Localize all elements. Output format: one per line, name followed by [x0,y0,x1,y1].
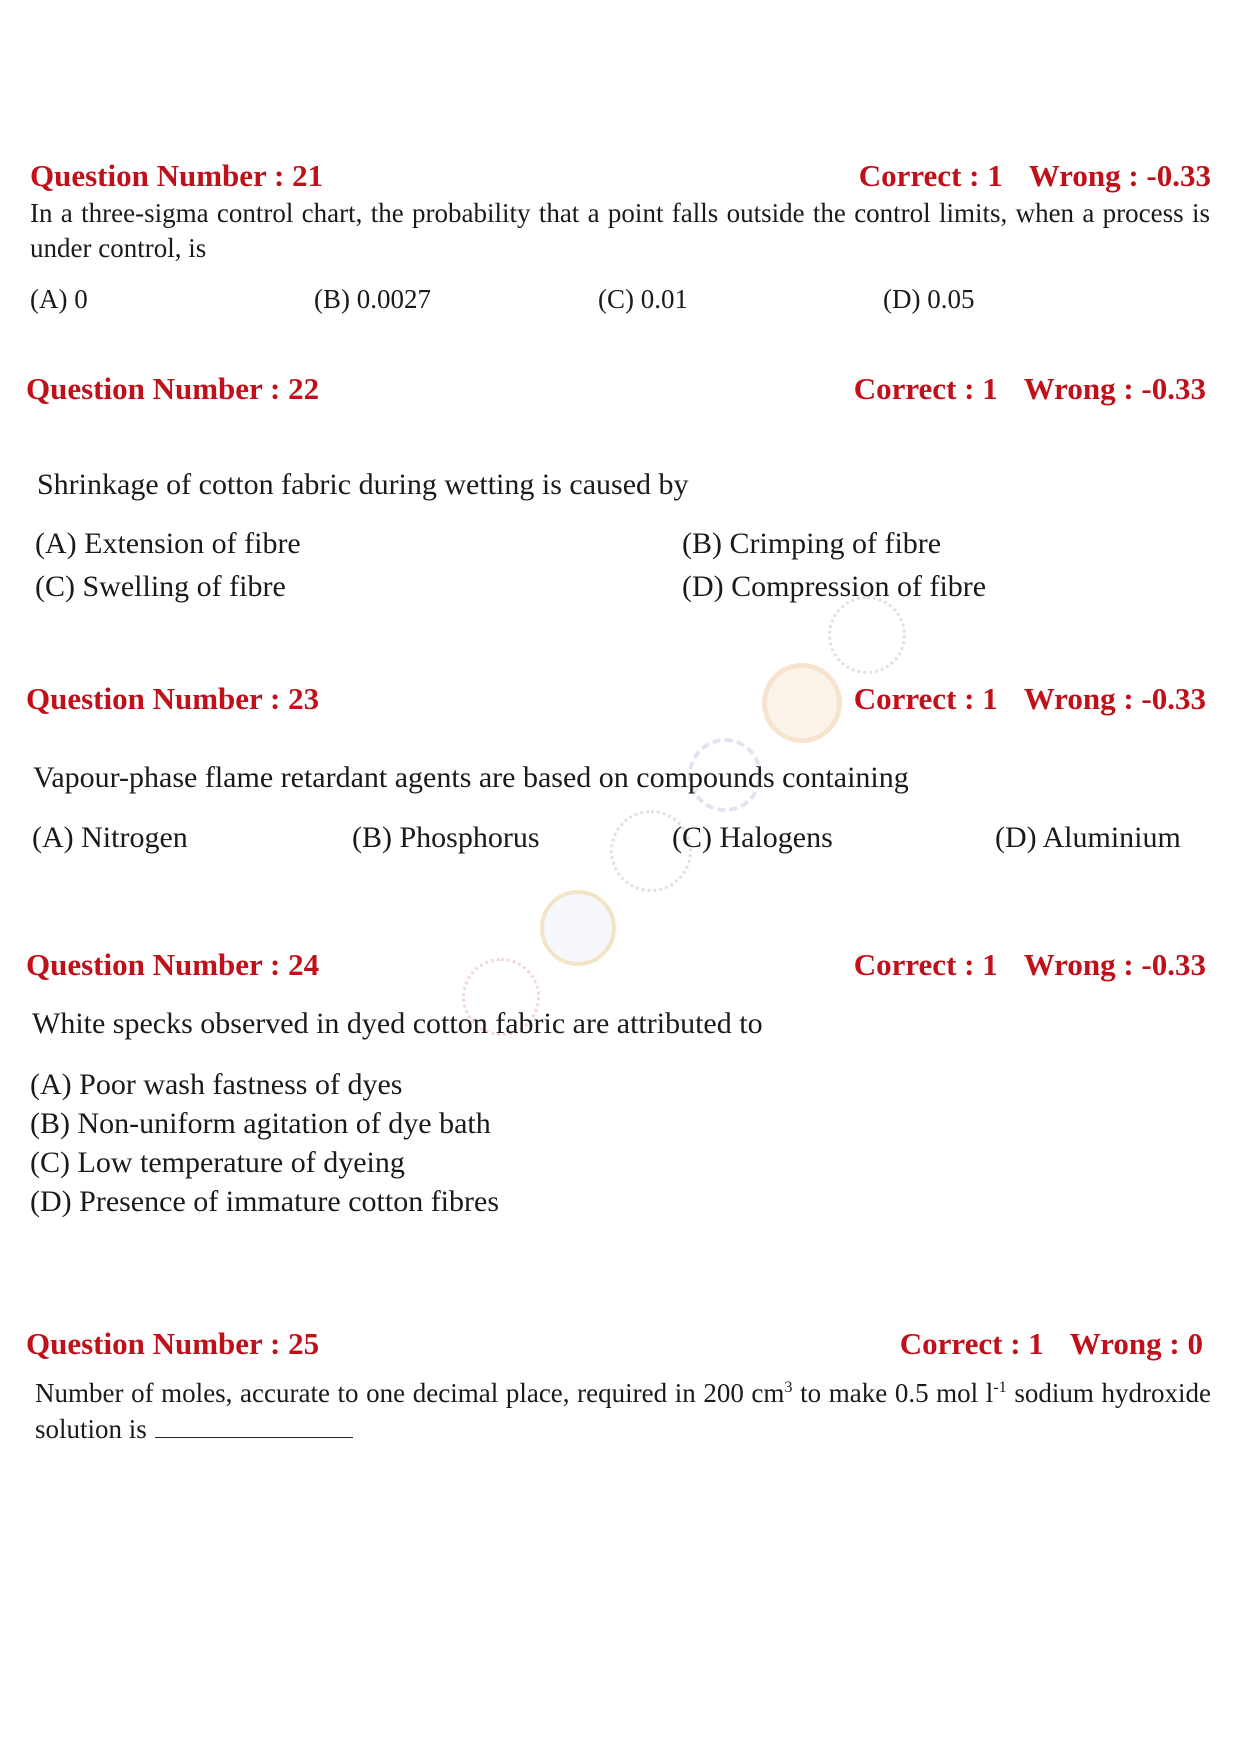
option-c: (C) Halogens [672,821,833,854]
stem-text: to make 0.5 mol l [792,1378,994,1408]
option-c: (C) Swelling of fibre [35,570,286,603]
question-number: Question Number : 22 [26,371,320,406]
option-d: (D) Aluminium [995,821,1181,854]
wrong-marks: Wrong : -0.33 [1028,158,1211,193]
option-a: (A) Nitrogen [32,821,188,854]
option-c: (C) Low temperature of dyeing [30,1146,405,1179]
watermark-seal-icon [762,663,842,743]
watermark-seal-icon [540,890,616,966]
marking-scheme [854,371,1206,407]
option-d: (D) 0.05 [883,284,975,314]
wrong-marks: Wrong : -0.33 [1023,371,1206,406]
question-number: Question Number : 25 [26,1326,320,1361]
option-a: (A) 0 [30,284,88,314]
option-a: (A) Poor wash fastness of dyes [30,1068,403,1101]
superscript: -1 [993,1378,1007,1396]
option-c: (C) 0.01 [598,284,688,314]
watermark-seal-icon [828,596,906,674]
option-b: (B) Phosphorus [352,821,540,854]
question-stem: White specks observed in dyed cotton fabric are attributed to [32,1007,763,1040]
answer-blank[interactable] [155,1411,353,1438]
marking-scheme [859,158,1211,194]
option-d: (D) Presence of immature cotton fibres [30,1185,499,1218]
wrong-marks: Wrong : -0.33 [1023,681,1206,716]
question-stem: In a three-sigma control chart, the probability that a point falls outside the control limits, when a process is under control, is [30,198,1210,263]
question-stem: Vapour-phase flame retardant agents are based on compounds containing [33,761,909,794]
marking-scheme [854,947,1206,983]
option-d: (D) Compression of fibre [682,570,987,603]
question-number: Question Number : 23 [26,681,320,716]
superscript: 3 [784,1378,793,1396]
correct-marks: Correct : 1 [858,158,1003,193]
wrong-marks: Wrong : 0 [1069,1326,1203,1361]
marking-scheme [900,1326,1203,1362]
stem-text: sodium hydroxide solution is [35,1378,1211,1444]
stem-text: Number of moles, accurate to one decimal place, required in 200 cm [35,1378,785,1408]
option-b: (B) Non-uniform agitation of dye bath [30,1107,491,1140]
option-b: (B) 0.0027 [314,284,431,314]
question-stem [35,1376,1211,1447]
option-a: (A) Extension of fibre [35,527,301,560]
marking-scheme [854,681,1206,717]
correct-marks: Correct : 1 [899,1326,1044,1361]
option-b: (B) Crimping of fibre [682,527,942,560]
question-number: Question Number : 24 [26,947,320,982]
question-stem: Shrinkage of cotton fabric during wetting is caused by [37,468,689,501]
correct-marks: Correct : 1 [853,371,998,406]
wrong-marks: Wrong : -0.33 [1023,947,1206,982]
correct-marks: Correct : 1 [853,947,998,982]
correct-marks: Correct : 1 [853,681,998,716]
question-number: Question Number : 21 [30,158,324,193]
